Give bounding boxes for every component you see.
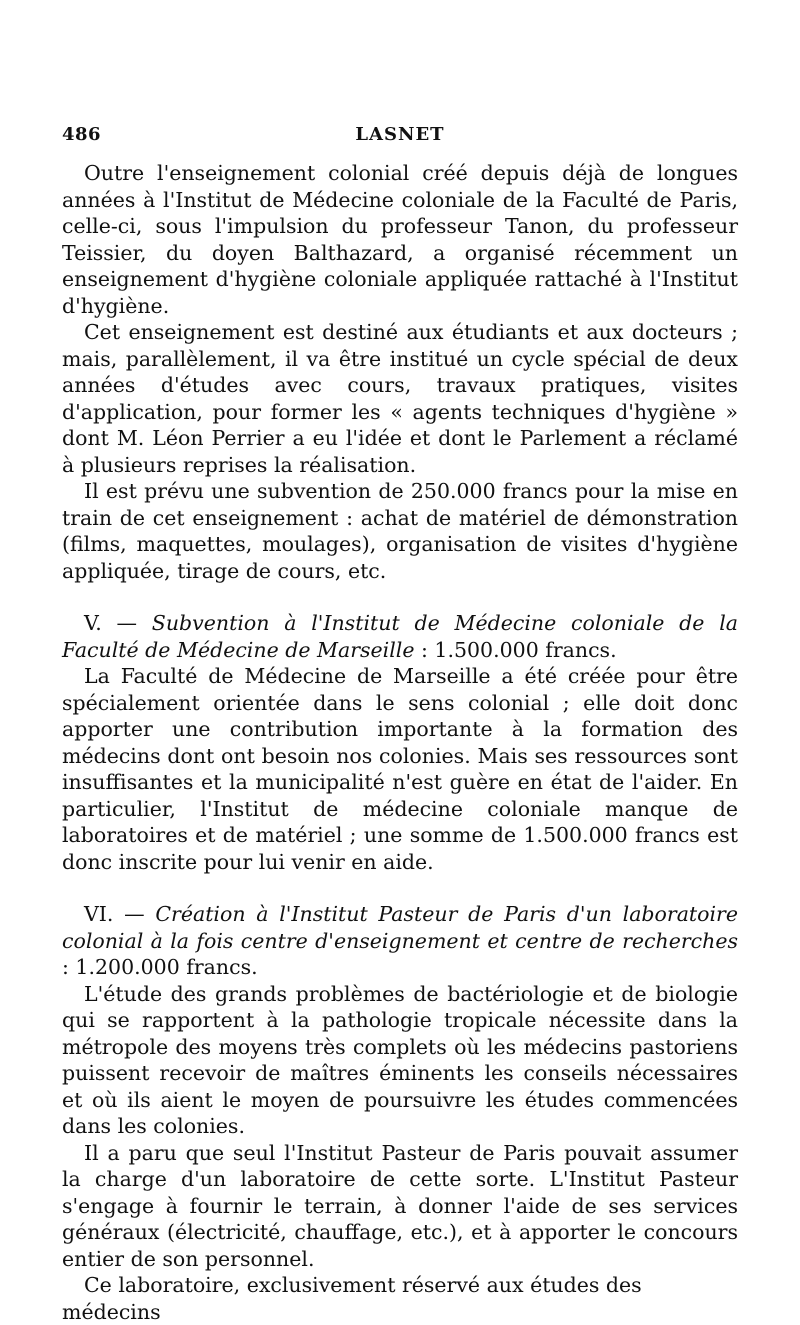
- page-number: 486: [62, 124, 102, 145]
- paragraph-bacteriology: L'étude des grands problèmes de bactériologie et de biologie qui se rapportent à la pathologie tropicale nécessite dans la métropole des moyens très complets où les médecins pastoriens puissent recevoir de maîtres éminents les conseils nécessaires et où ils aient le moyen de poursuivre les études commencées dans les colonies.: [62, 981, 738, 1138]
- paragraph-laboratory: Ce laboratoire, exclusivement réservé aux études des médecins: [62, 1273, 642, 1324]
- paragraph-subvention: Il est prévu une subvention de 250.000 francs pour la mise en train de cet enseignement : achat de matériel de démonstration (films, maquettes, moulages), organisation de visites d'hygiène appliquée, tirage de cours, etc.: [62, 479, 738, 583]
- page-header: [62, 124, 738, 152]
- section-heading-v: Subvention à l'Institut de Médecine coloniale de la Faculté de Médecine de Marseille: [62, 611, 738, 662]
- section-label-v: V. —: [84, 611, 152, 635]
- document-page: [62, 124, 738, 1325]
- section-heading-vi: Création à l'Institut Pasteur de Paris d'un laboratoire colonial à la fois centre d'enseignement et centre de recherches: [62, 902, 738, 953]
- section-title-v: [62, 610, 738, 663]
- paragraph-institut-pasteur: Il a paru que seul l'Institut Pasteur de Paris pouvait assumer la charge d'un laboratoire de cette sorte. L'Institut Pasteur s'engage à fournir le terrain, à donner l'aide de ses services généraux (électricité, chauffage, etc.), et à apporter le concours entier de son personnel.: [62, 1140, 738, 1271]
- section-label-vi: VI. —: [84, 902, 156, 926]
- section-amount-vi: : 1.200.000 francs.: [62, 955, 258, 979]
- running-head: LASNET: [355, 124, 445, 145]
- section-title-vi: [62, 901, 738, 981]
- paragraph-colonial-teaching: Outre l'enseignement colonial créé depuis déjà de longues années à l'Institut de Médecine coloniale de la Faculté de Paris, celle-ci, sous l'impulsion du professeur Tanon, du professeur Teissier, du doyen Balthazard, a organisé récemment un enseignement d'hygiène coloniale appliquée rattaché à l'Institut d'hygiène.: [62, 161, 738, 318]
- section-amount-v: : 1.500.000 francs.: [414, 637, 617, 662]
- paragraph-teaching-purpose: Cet enseignement est destiné aux étudiants et aux docteurs ; mais, parallèlement, il va être institué un cycle spécial de deux années d'études avec cours, travaux pratiques, visites d'application, pour former les « agents techniques d'hygiène » dont M. Léon Perrier a eu l'idée et dont le Parlement a réclamé à plusieurs reprises la réalisation.: [62, 320, 738, 477]
- paragraph-marseille: La Faculté de Médecine de Marseille a été créée pour être spécialement orientée dans le sens colonial ; elle doit donc apporter une contribution importante à la formation des médecins dont ont besoin nos colonies. Mais ses ressources sont insuffisantes et la municipalité n'est guère en état de l'aider. En particulier, l'Institut de médecine coloniale manque de laboratoires et de matériel ; une somme de 1.500.000 francs est donc inscrite pour lui venir en aide.: [62, 664, 738, 874]
